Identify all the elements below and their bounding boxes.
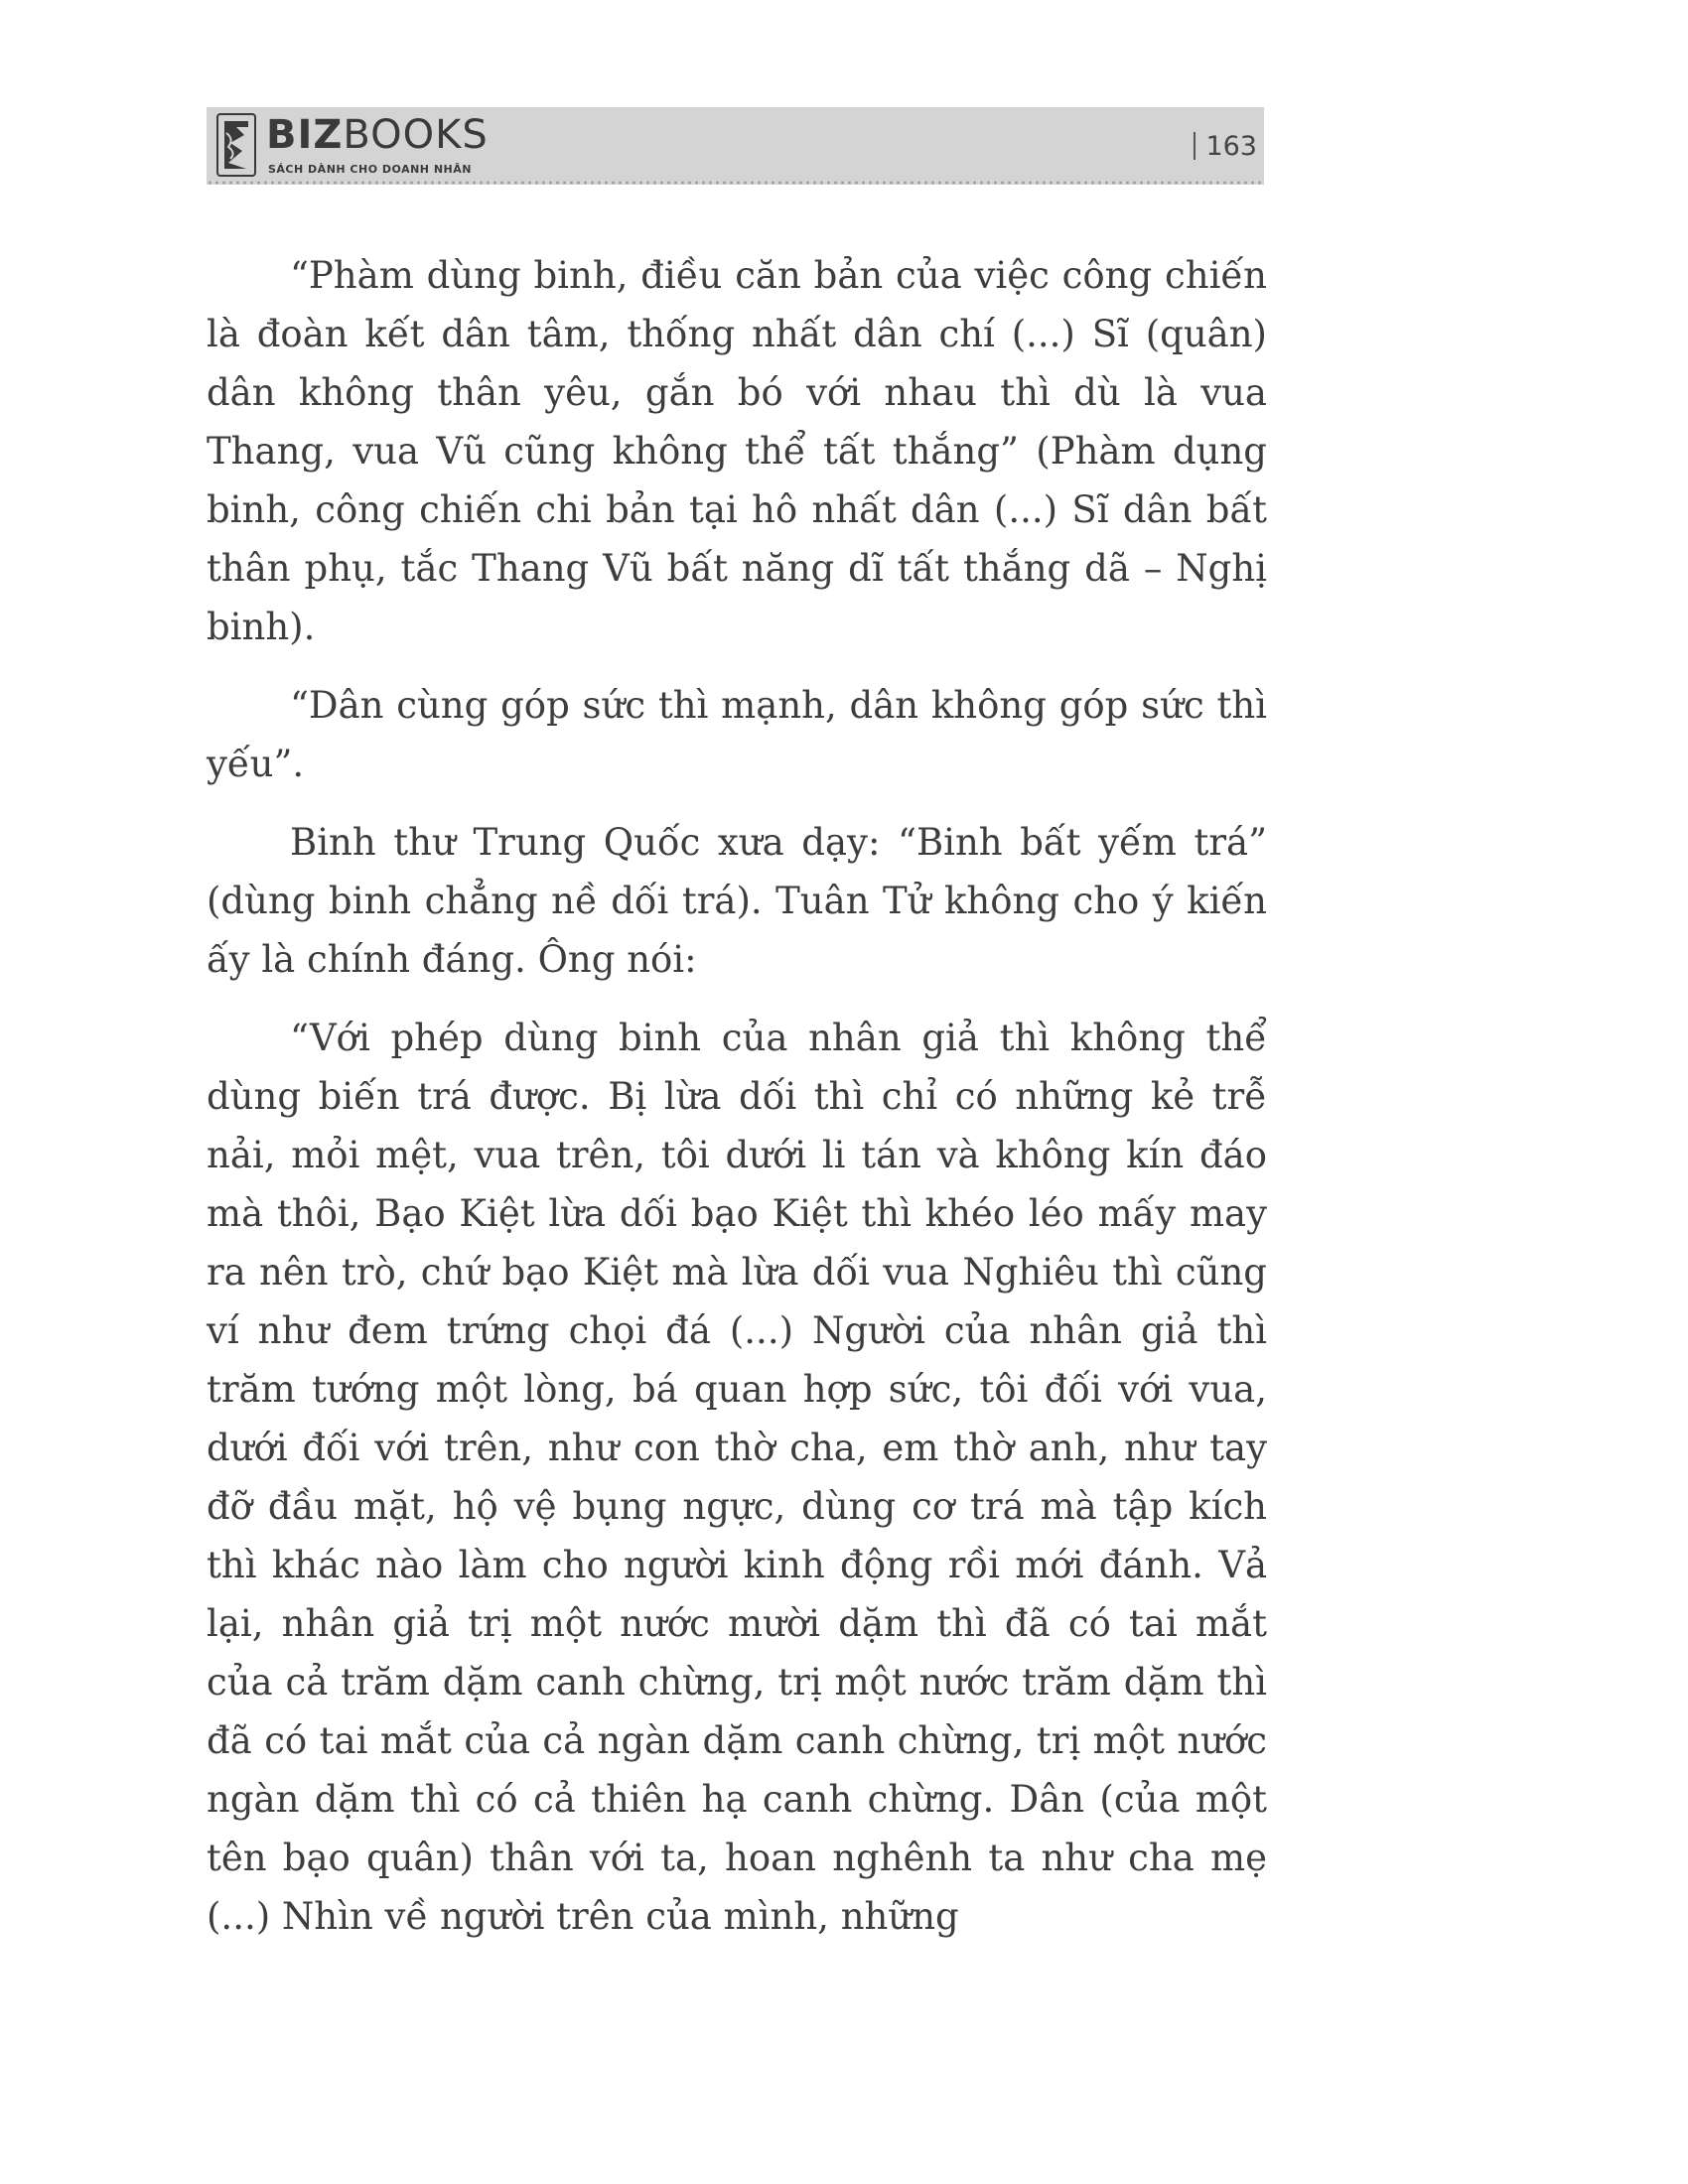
brand-name-light: BOOKS [343,112,489,158]
brand-tagline: SÁCH DÀNH CHO DOANH NHÂN [268,163,472,176]
brand-name-bold: BIZ [266,112,344,158]
page-number [1194,131,1257,162]
page-number-divider [1194,132,1196,160]
body-text [207,246,1267,1966]
paragraph-1: “Phàm dùng binh, điều căn bản của việc công chiến là đoàn kết dân tâm, thống nhất dân chí (...) Sĩ (quân) dân không thân yêu, gắn bó với nhau thì dù là vua Thang, vua Vũ cũng không thể tất thắng” (Phàm dụng binh, công chiến chi bản tại hô nhất dân (...) Sĩ dân bất thân phụ, tắc Thang Vũ bất năng dĩ tất thắng dã – Nghị binh). [207,254,1267,648]
paragraph-3: Binh thư Trung Quốc xưa dạy: “Binh bất yếm trá” (dùng binh chẳng nề dối trá). Tuân Tử không cho ý kiến ấy là chính đáng. Ông nói: [207,821,1267,981]
paragraph-2: “Dân cùng góp sức thì mạnh, dân không góp sức thì yếu”. [207,684,1267,785]
paragraph-4: “Với phép dùng binh của nhân giả thì không thể dùng biến trá được. Bị lừa dối thì chỉ có những kẻ trễ nải, mỏi mệt, vua trên, tôi dưới li tán và không kín đáo mà thôi, Bạo Kiệt lừa dối bạo Kiệt thì khéo léo mấy may ra nên trò, chứ bạo Kiệt mà lừa dối vua Nghiêu thì cũng ví như đem trứng chọi đá (...) Người của nhân giả thì trăm tướng một lòng, bá quan hợp sức, tôi đối với vua, dưới đối với trên, như con thờ cha, em thờ anh, như tay đỡ đầu mặt, hộ vệ bụng ngực, dùng cơ trá mà tập kích thì khác nào làm cho người kinh động rồi mới đánh. Vả lại, nhân giả trị một nước mười dặm thì đã có tai mắt của cả trăm dặm canh chừng, trị một nước trăm dặm thì đã có tai mắt của cả ngàn dặm canh chừng, trị một nước ngàn dặm thì có cả thiên hạ canh chừng. Dân (của một tên bạo quân) thân với ta, hoan nghênh ta như cha mẹ (...) Nhìn về người trên của mình, những [207,1017,1267,1938]
brand-name [266,113,489,157]
bizbooks-logo-icon [216,113,256,177]
page-number-value: 163 [1205,131,1257,162]
header-dotted-rule [207,181,1264,185]
